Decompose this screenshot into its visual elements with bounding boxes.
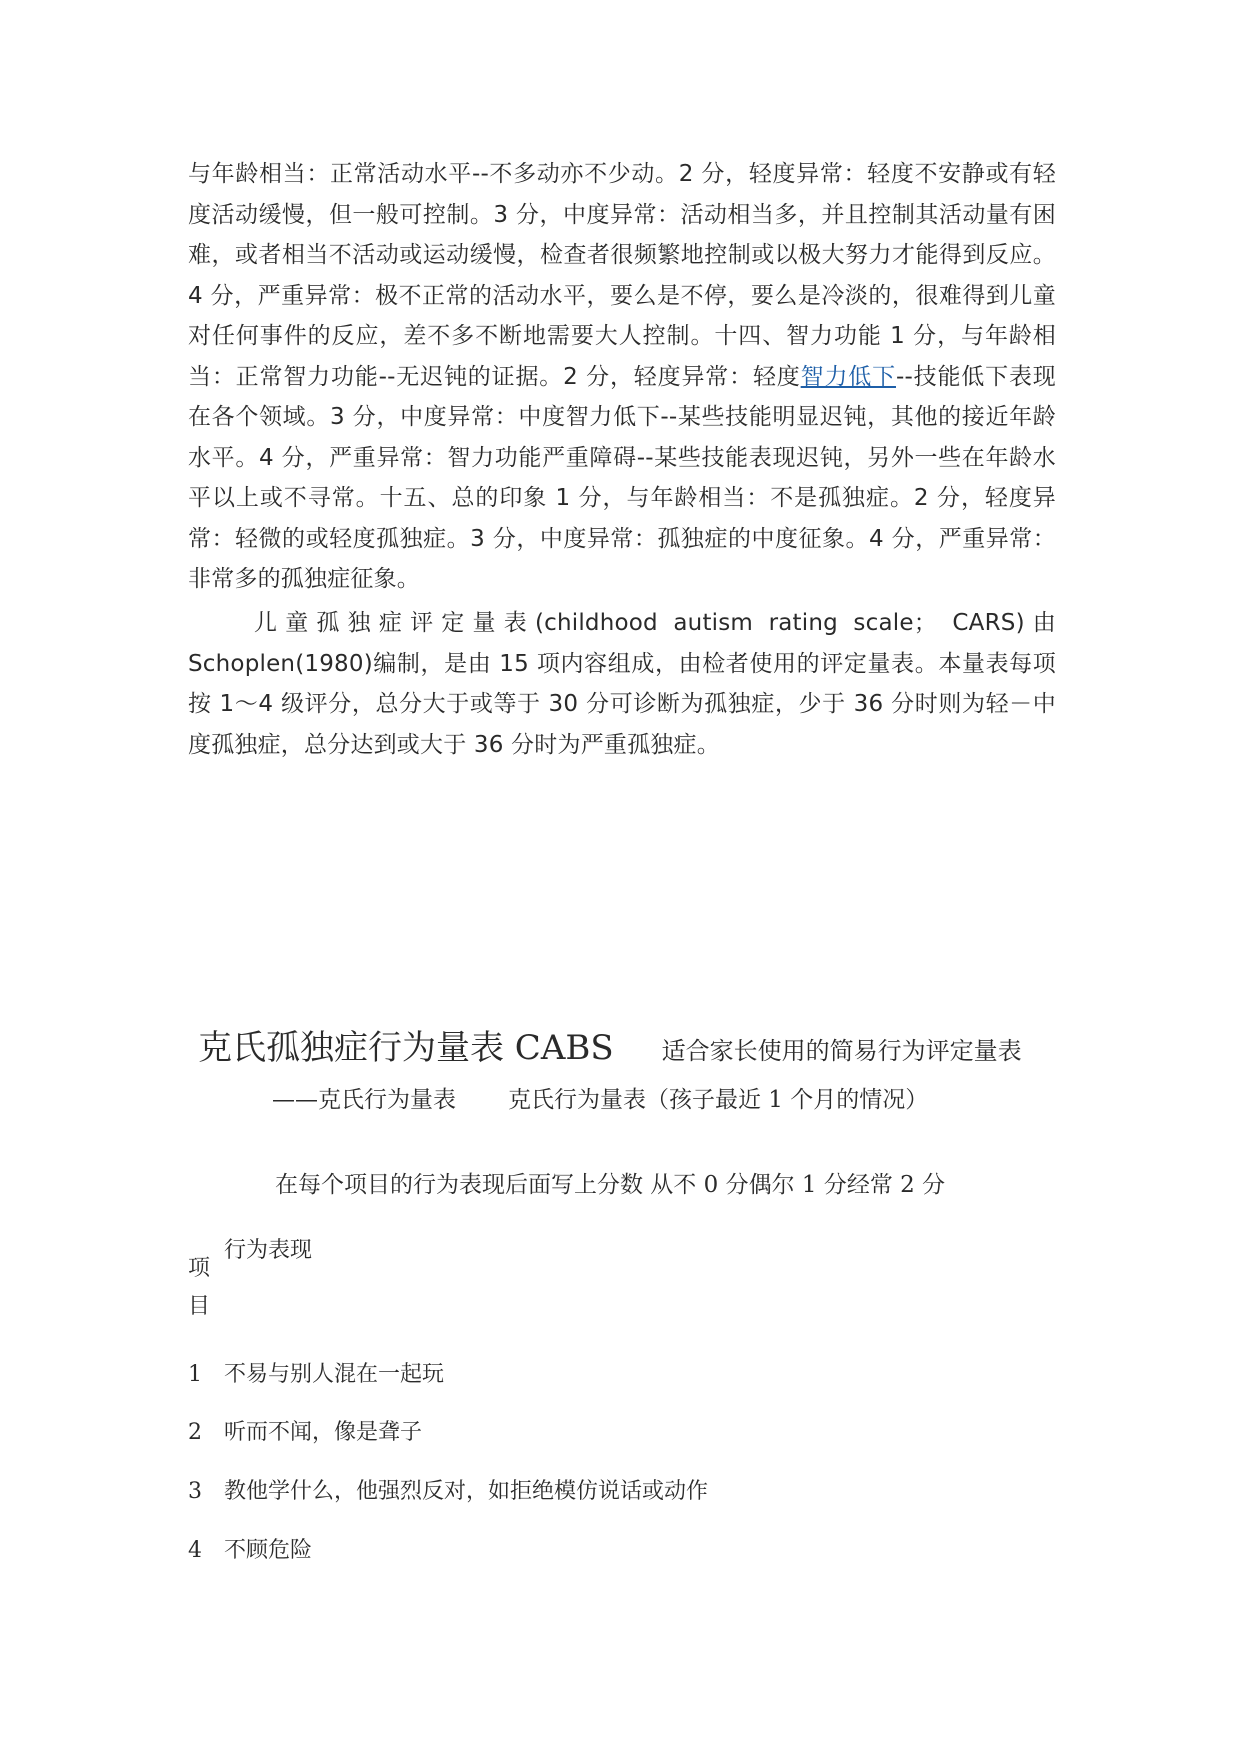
cabs-subtitle-2: 克氏行为量表（孩子最近 1 个月的情况） xyxy=(508,1087,929,1113)
cabs-subtitle-line xyxy=(272,1081,928,1114)
list-item xyxy=(188,1474,708,1505)
item-number: 4 xyxy=(188,1538,202,1563)
paragraph-text: --技能低下表现在各个领域。3 分，中度异常：中度智力低下--某些技能明显迟钝，其他的接近年龄水平。4 分，严重异常：智力功能严重障碍--某些技能表现迟钝，另外一些在年龄水平以上或不寻常。十五、总的印象 1 分，与年龄相当：不是孤独症。2 分，轻度异常：轻微的或轻度孤独症。3 分，中度异常：孤独症的中度征象。4 分，严重异常：非常多的孤独症征象。 xyxy=(188,363,1056,592)
cabs-title: 克氏孤独症行为量表 CABS xyxy=(198,1028,614,1068)
list-item xyxy=(188,1533,312,1564)
column-header-behavior: 行为表现 xyxy=(224,1238,313,1263)
item-text: 听而不闻，像是聋子 xyxy=(224,1420,423,1445)
list-item xyxy=(188,1415,422,1446)
intellectual-disability-link[interactable]: 智力低下 xyxy=(800,363,896,390)
item-number: 1 xyxy=(188,1362,202,1387)
cabs-title-line xyxy=(198,1020,1022,1069)
item-number: 3 xyxy=(188,1479,202,1504)
cars-paragraph: 儿童孤独症评定量表(childhood autism rating scale； CARS)由 Schoplen(1980)编制，是由 15 项内容组成，由检者使用的评定量表。本量表每项按 1～4 级评分，总分大于或等于 30 分可诊断为孤独症，少于 36 分时则为轻－中度孤独症，总分达到或大于 36 分时为严重孤独症。 xyxy=(188,610,1056,758)
column-header-item: 项目 xyxy=(188,1256,211,1319)
cabs-subtitle-1: ——克氏行为量表 xyxy=(272,1087,456,1113)
item-text: 教他学什么，他强烈反对，如拒绝模仿说话或动作 xyxy=(224,1479,709,1504)
item-number: 2 xyxy=(188,1420,202,1445)
list-item xyxy=(188,1357,444,1388)
scoring-instruction: 在每个项目的行为表现后面写上分数 从不 0 分偶尔 1 分经常 2 分 xyxy=(275,1172,946,1198)
item-text: 不顾危险 xyxy=(224,1538,313,1563)
cabs-title-note: 适合家长使用的简易行为评定量表 xyxy=(661,1037,1022,1065)
item-text: 不易与别人混在一起玩 xyxy=(224,1362,445,1387)
paragraph-text: 与年龄相当：正常活动水平--不多动亦不少动。2 分，轻度异常：轻度不安静或有轻度活动缓慢，但一般可控制。3 分，中度异常：活动相当多，并且控制其活动量有困难，或者相当不活动或运动缓慢，检查者很频繁地控制或以极大努力才能得到反应。4 分，严重异常：极不正常的活动水平，要么是不停，要么是冷淡的，很难得到儿童对任何事件的反应，差不多不断地需要大人控制。十四、智力功能 1 分，与年龄相当：正常智力功能--无迟钝的证据。2 分，轻度异常：轻度 xyxy=(188,161,1056,390)
body-paragraph xyxy=(188,154,1056,600)
